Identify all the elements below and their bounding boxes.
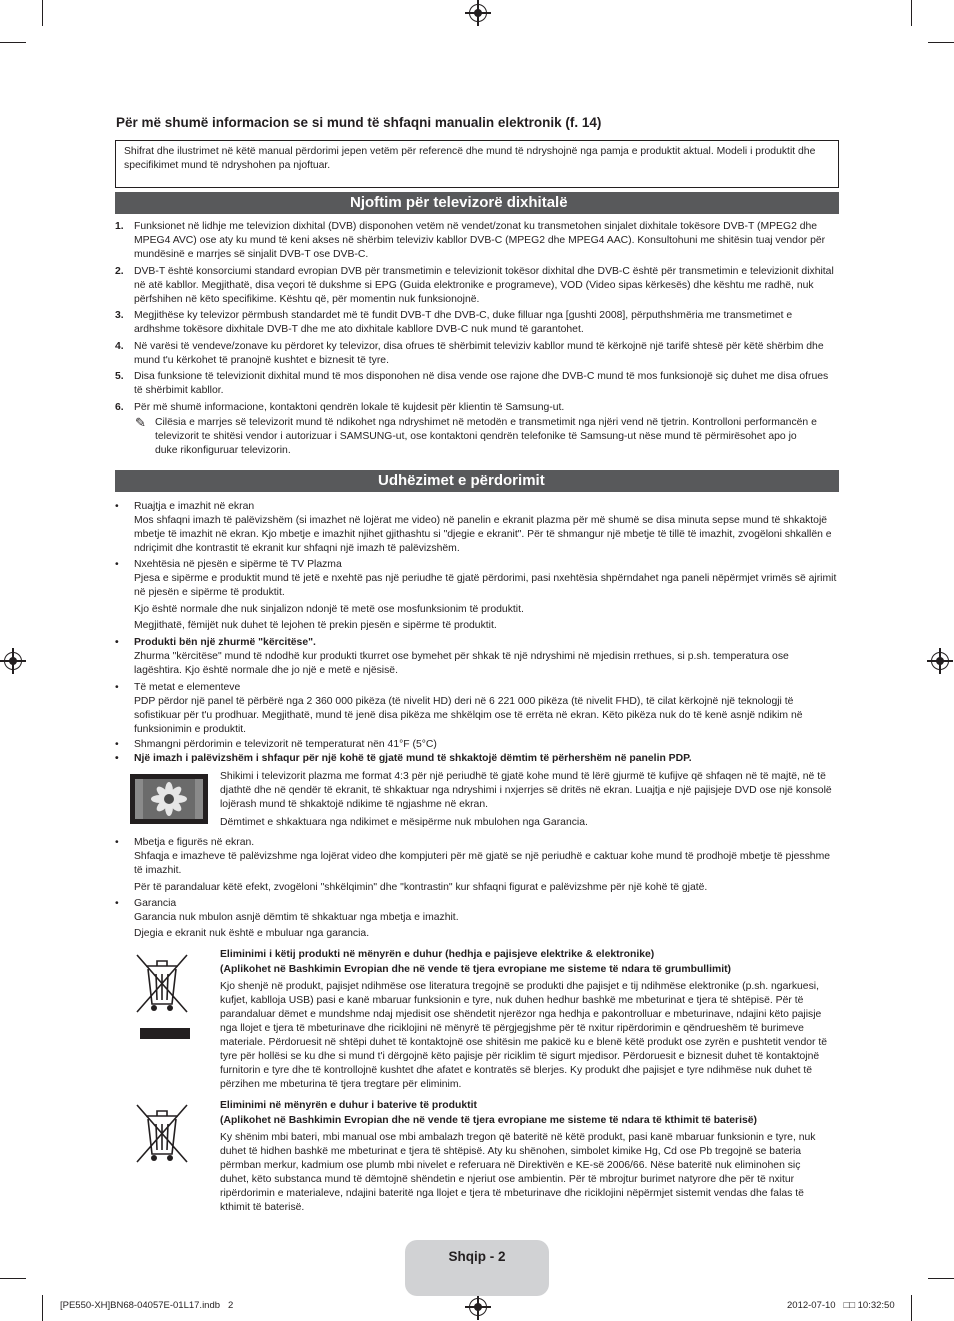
bullet-icon: • [115, 753, 119, 764]
bullet-text: Për të parandaluar këtë efekt, zvogëloni "shkëlqimin" dhe "kontrastin" kur shfaqni figurat e palëvizshme për një kohë të gjatë. [134, 882, 708, 893]
crop-mark [0, 1278, 26, 1279]
page-number: Shqip - 2 [448, 1249, 506, 1264]
bullet-heading: Mbetja e figurës në ekran. [134, 837, 255, 848]
section-title-digital: Njoftim për televizorë dixhitalë [115, 192, 839, 214]
bullet-icon: • [115, 739, 119, 750]
item-number: 1. [115, 221, 124, 232]
bullet-icon: • [115, 837, 119, 848]
item-number: 5. [115, 371, 124, 382]
crop-mark [0, 42, 26, 43]
note-text: Cilësia e marrjes së televizorit mund të ndikohet nga ndryshimet në metodën e transmetimit nga njëri vend në tjetrin. Kontrolloni performancën e televizorit te shitësi vendor i autorizuar i SAMSUNG-ut, ose kontaktoni qendrën telefonike të Samsung-ut nëse mund të përmirësohet apo jo duke rikonfiguruar televizorin. [155, 417, 817, 456]
bullet-icon: • [115, 682, 119, 693]
footer-timestamp: 2012-07-10 □□ 10:32:50 [787, 1300, 895, 1311]
crop-mark [42, 1295, 43, 1321]
item-text: Në varësi të vendeve/zonave ku përdoret ky televizor, disa ofrues të shërbimit televiziv kabllor mund të kërkojnë një tarifë shtesë për këtë shërbim dhe mund t'u kërkohet të pranojnë kushtet e biznesit të tyre. [134, 341, 824, 366]
bullet-icon: • [115, 898, 119, 909]
bullet-icon: • [115, 637, 119, 648]
item-text: DVB-T është konsorciumi standard evropian DVB për transmetimin e televizionit tokësor dixhital dhe DVB-C është për transmetimin e televizionit dixhital në atë kabllor. Megjithatë, disa veçori të dukshme si EPG (Guida elektronike e programeve), VOD (Video sipas kërkesës) dhe kështu me radhë, nuk përfshihen në këto specifikime. Kështu që, për momentin nuk funksionojnë. [134, 266, 834, 305]
bullet-text: Shikimi i televizorit plazma me format 4:3 për një periudhë të gjatë kohe mund të lërë gjurmë të kufijve që shfaqen në të majtë, në të djathtë dhe në qendër të ekranit, të shkaktuar nga ndryshimi i nxjerrjes së dritës në ekran. Luajtja e një pajisjeje DVD ose një konsolë lojërash mund të shkaktojë ndikime të ngjashme në ekran. [220, 771, 832, 810]
disclaimer-box: Shifrat dhe ilustrimet në këtë manual përdorimi jepen vetëm për referencë dhe mund të ndryshojnë nga pamja e produktit aktual. Modeli i produktit dhe specifikimet mund të ndryshohen pa njoftuar. [115, 140, 839, 188]
item-text: Për më shumë informacione, kontaktoni qendrën lokale të kujdesit për klientin të Samsung-ut. [134, 402, 565, 413]
item-text: Funksionet në lidhje me televizion dixhital (DVB) disponohen vetëm në vendet/zonat ku transmetohen sinjalet dixhitale tokësore DVB-T (MPEG2 dhe MPEG4 AVC) ose aty ku mund të keni akses në shërbim televiziv kabllor DVB-C (MPEG2 dhe MPEG4 AAC). Konsultohuni me shitësin tuaj vendor për mundësinë e marrjes së sinjalit DVB-T ose DVB-C. [134, 221, 826, 260]
battery-text: Ky shënim mbi bateri, mbi manual ose mbi ambalazh tregon që bateritë në këtë produkt, pasi kanë mbaruar funksionin e tyre, nuk duhet të hidhen bashkë me mbeturinat e tjera të shtëpisë. Aty ku shënohen, simbolet kimike Hg, Cd ose Pb tregojnë se bateria përmban merkur, kadmium ose plumb mbi nivelet e referuara në Direktivën e KE-së 2006/66. Nëse bateritë nuk eliminohen siç duhet, këto substanca mund të dëmtojnë shëndetin e njeriut ose ambientin. Për të mbrojtur burimet natyrore dhe për të nxitur ripërdorimin e materialeve, ndajini bateritë nga llojet e tjera të mbeturinave dhe riciklojini nëpërmjet sistemit vendas dhe falas të kthimit të baterisë. [220, 1132, 816, 1213]
flower-picture [143, 779, 195, 819]
weee-subtitle: (Aplikohet në Bashkimin Evropian dhe në vende të tjera evropiane me sisteme të ndara të grumbullimit) [220, 964, 732, 975]
item-number: 3. [115, 310, 124, 321]
crop-mark [911, 0, 912, 26]
bullet-heading: Një imazh i palëvizshëm i shfaqur për një kohë të gjatë mund të shkaktojë dëmtim të përhershëm në panelin PDP. [134, 753, 692, 764]
bullet-text: Zhurma "kërcitëse" mund të ndodhë kur produkti tkurret ose bymehet për shkak të një ndryshimi në mjedisin rrethues, si p.sh. temperatura ose lagështira. Kjo është normale dhe jo një e metë e njësisë. [134, 651, 789, 676]
item-text: Megjithëse ky televizor përmbush standardet më të fundit DVB-T dhe DVB-C, duke filluar nga [gushti 2008], përputhshmëria me transmetimet e ardhshme tokësore dixhitale DVB-T dhe me ato dixhitale kabllore DVB-C nuk mund të garantohet. [134, 310, 793, 335]
page-header: Për më shumë informacion se si mund të shfaqni manualin elektronik (f. 14) [116, 115, 602, 130]
registration-mark-icon [469, 1298, 487, 1316]
crop-mark [928, 1278, 954, 1279]
bullet-icon: • [115, 501, 119, 512]
bullet-text: Megjithatë, fëmijët nuk duhet të lejohen të prekin pjesën e sipërme të produktit. [134, 620, 497, 631]
weee-bin-icon [132, 950, 192, 1042]
registration-mark-icon [4, 652, 22, 670]
bullet-text: Mos shfaqni imazh të palëvizshëm (si imazhet në lojërat me video) në panelin e ekranit plazma për më shumë se disa minuta sepse mund të shkaktojë mbetje të imazhit në ekran. Kjo mbetje e imazhit njihet gjithashtu si "djegie e ekranit". Për të shmangur një mbetje të tillë të imazhit, zvogëloni shkallën e ndriçimit dhe kontrastit të ekranit kur shfaqni një imazh të palëvizshëm. [134, 515, 832, 554]
bullet-heading: Shmangni përdorimin e televizorit në temperaturat nën 41°F (5°C) [134, 739, 437, 750]
crop-mark [911, 1295, 912, 1321]
bullet-text: Pjesa e sipërme e produktit mund të jetë e nxehtë pas një periudhe të gjatë përdorimi, pasi nxehtësia shpërndahet nga paneli nëpërmjet vrimës së ajrimit në pjesën e sipërme të produktit. [134, 573, 837, 598]
pencil-note-icon: ✎ [135, 415, 146, 430]
bullet-text: Dëmtimet e shkaktuara nga ndikimet e mësipërme nuk mbulohen nga Garancia. [220, 817, 588, 828]
tv-screen-image [130, 774, 208, 824]
battery-bin-icon [132, 1100, 192, 1170]
bullet-heading: Ruajtja e imazhit në ekran [134, 501, 255, 512]
tv-pillarbox-right [195, 779, 203, 819]
bullet-text: Garancia nuk mbulon asnjë dëmtim të shkaktuar nga mbetja e imazhit. [134, 912, 459, 923]
battery-subtitle: (Aplikohet në Bashkimin Evropian dhe në vende të tjera evropiane me sisteme të ndara të kthimit të baterisë) [220, 1115, 758, 1126]
bullet-text: Djegia e ekranit nuk është e mbuluar nga garancia. [134, 928, 370, 939]
item-number: 6. [115, 402, 124, 413]
item-number: 2. [115, 266, 124, 277]
bullet-text: Shfaqja e imazheve të palëvizshme nga lojërat video dhe kompjuteri për më gjatë se një periudhë e caktuar kohe mund të prodhojë mbetje të pjesshme të imazhit. [134, 851, 831, 876]
item-text: Disa funksione të televizionit dixhital mund të mos disponohen në disa vende ose rajone dhe DVB-C mund të mos funksionojë siç duhet me disa ofrues të shërbimit kabllor. [134, 371, 829, 396]
tv-pillarbox-left [135, 779, 143, 819]
registration-mark-icon [469, 4, 487, 22]
battery-title: Eliminimi në mënyrën e duhur i baterive të produktit [220, 1100, 477, 1111]
bullet-icon: • [115, 559, 119, 570]
section-title-usage: Udhëzimet e përdorimit [115, 470, 839, 492]
crop-mark [42, 0, 43, 26]
item-number: 4. [115, 341, 124, 352]
bullet-text: PDP përdor një panel të përbërë nga 2 360 000 pikëza (të nivelit HD) deri në 6 221 000 pikëza (të nivelit FHD), të cilat kërkojnë një teknologji të sofistikuar për t'u prodhuar. Megjithatë, mund të jenë disa pikëza me shkëlqim ose të errëta në ekran. Këto pikëza nuk do të kenë asnjë ndikim në funksionimin e produktit. [134, 696, 803, 735]
footer-file-info: [PE550-XH]BN68-04057E-01L17.indb 2 [60, 1300, 234, 1311]
bullet-heading: Produkti bën një zhurmë "kërcitëse". [134, 637, 316, 648]
bullet-heading: Të metat e elementeve [134, 682, 241, 693]
weee-title: Eliminimi i këtij produkti në mënyrën e duhur (hedhja e pajisjeve elektrike & elektronike) [220, 949, 655, 960]
registration-mark-icon [931, 652, 949, 670]
bullet-heading: Nxehtësia në pjesën e sipërme të TV Plazma [134, 559, 342, 570]
bullet-text: Kjo është normale dhe nuk sinjalizon ndonjë të metë ose mosfunksionim të produktit. [134, 604, 524, 615]
crop-mark [928, 42, 954, 43]
weee-text: Kjo shenjë në produkt, pajisjet ndihmëse ose literatura tregojnë se produkti dhe pajisjet e tij ndihmëse elektronike (p.sh. ngarkuesi, kufjet, kablloja USB) pasi e kanë mbaruar funksionin e tyre, nuk duhen hedhur bashkë me mbeturinat e tjera të shtëpisë. Për të parandaluar dëmet e mundshme ndaj mjedisit ose shëndetit njerëzor nga hedhja e pakontrolluar e mbeturinave, ndajini këto pajisje nga llojet e tjera të mbeturinave dhe riciklojini në mënyrë të përgjegjshme për të nxitur ripërdorimin e qëndrueshëm të burimeve materiale. Përdoruesit në shtëpi duhet të kontaktojnë ose shitësin me pakicë ku e blenë këtë produkt ose zyrën e pushtetit vendor të tyre për hollësi se ku dhe si mund t'i dërgojnë këto pajisje për riciklim të sigurt mjedisor. Përdoruesit e biznesit duhet të kontaktojnë furnitorin e tyre dhe të kontrollojnë kushtet dhe afatet e kontratës së blerjes. Ky produkt dhe pajisjet e tyre ndihmëse nuk duhet të përzihen me mbeturina të tjera tregtare për eliminim. [220, 981, 828, 1090]
bullet-heading: Garancia [134, 898, 177, 909]
